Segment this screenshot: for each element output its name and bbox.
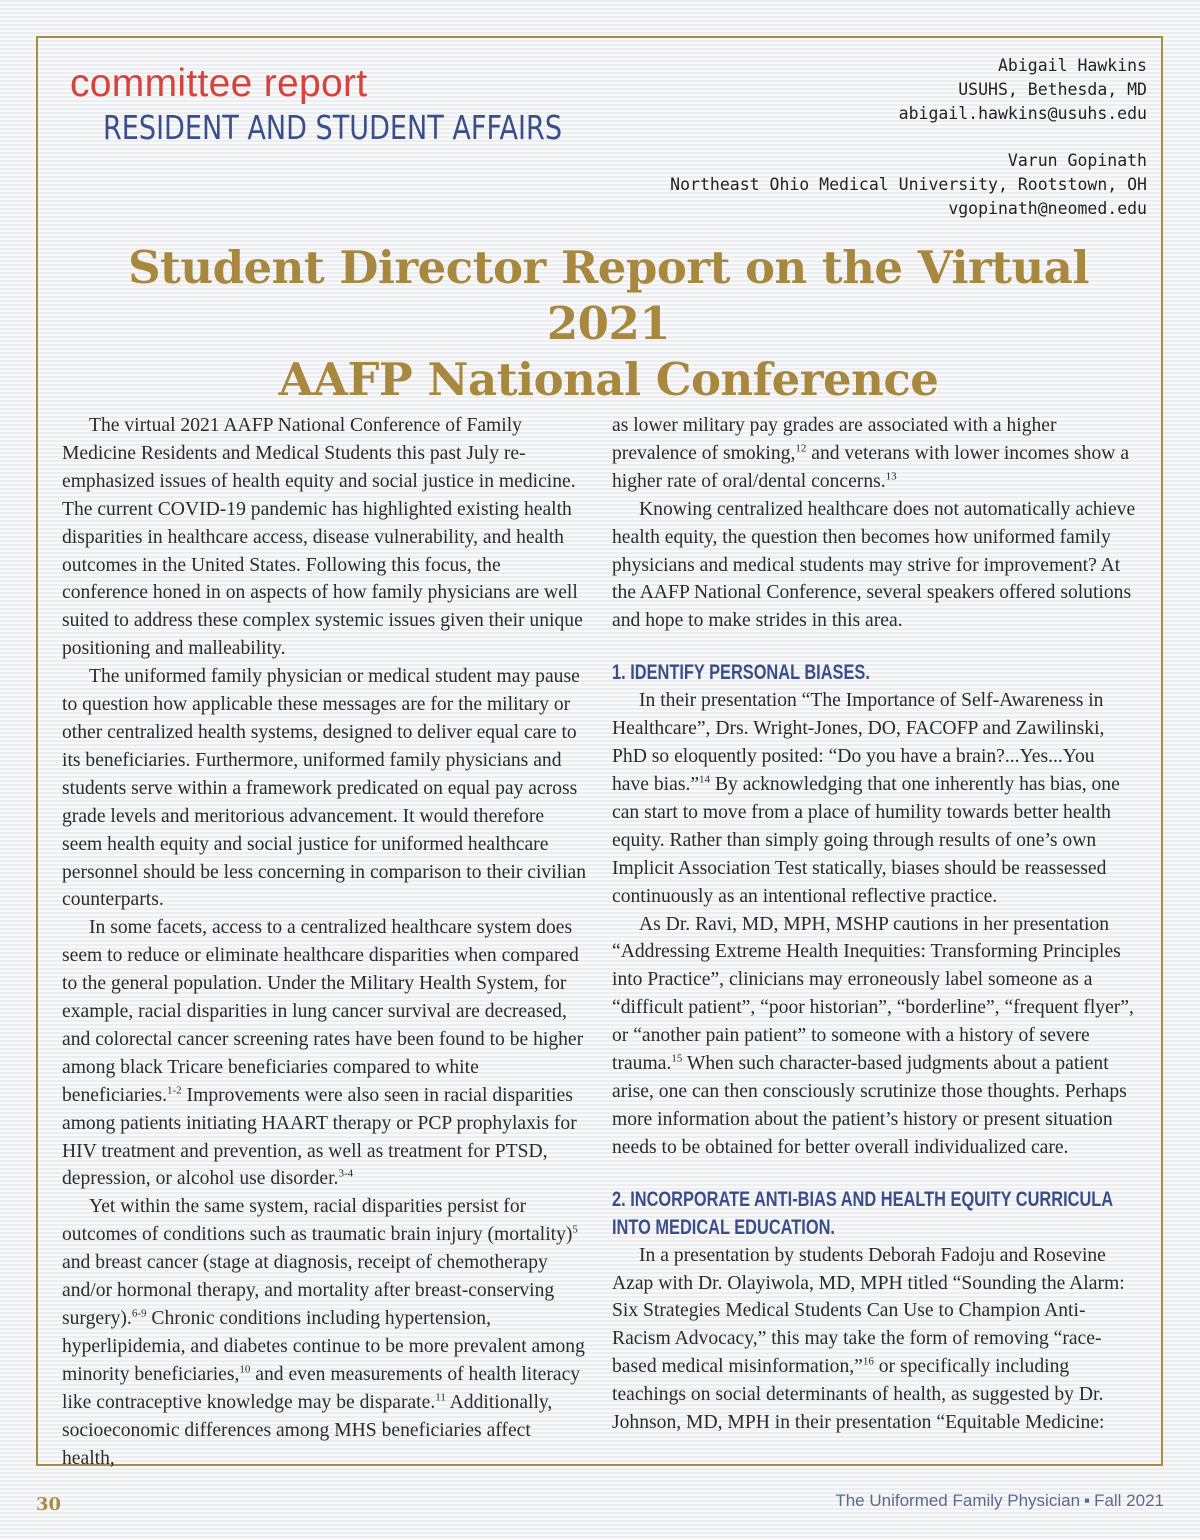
section-label: RESIDENT AND STUDENT AFFAIRS: [103, 108, 563, 147]
author-email[interactable]: vgopinath@neomed.edu: [948, 199, 1147, 218]
article-title-line: Student Director Report on the Virtual 2021: [128, 241, 1089, 350]
citation: 1-2: [166, 1084, 182, 1097]
body-paragraph: Yet within the same system, racial disparities persist for outcomes of conditions such as traumatic brain injury (mortality)$^5$ and breast cancer (stage at diagnosis, receipt of chemotherapy and/or hormonal therapy, and mortality after breast-conserving surgery).$^{6-9}$ Chronic conditions including hypertension, hyperlipidemia, and diabetes continue to be more prevalent among minority beneficiaries,$^{10}$ and even measurements of health literacy like contraceptive knowledge may be disparate.$^{11}$ Additionally, socioeconomic differences among MHS beneficiaries affect health,: [62, 1196, 585, 1469]
body-paragraph: The virtual 2021 AAFP National Conference of Family Medicine Residents and Medical Students this past July re-emphasized issues of health equity and social justice in medicine. The current COVID-19 pandemic has highlighted existing health disparities in healthcare access, disease vulnerability, and health outcomes in the United States. Following this focus, the conference honed in on aspects of how family physicians are well suited to address these complex systemic issues given their unique positioning and malleability.: [62, 415, 583, 660]
publication-name: The Uniformed Family Physician: [835, 1491, 1081, 1510]
author-affiliation: USUHS, Bethesda, MD: [958, 80, 1147, 99]
author-name: Abigail Hawkins: [997, 56, 1147, 75]
author-block: [670, 54, 1147, 126]
body-paragraph: as lower military pay grades are associated with a higher prevalence of smoking,$^{12}$ and veterans with lower incomes show a higher rate of oral/dental concerns.$^{13}$: [612, 415, 1130, 492]
body-paragraph: In their presentation “The Importance of Self-Awareness in Healthcare”, Drs. Wright-Jones, DO, FACOFP and Zawilinski, PhD so eloquently posited: “Do you have a brain?...Yes...You have bias.”$^{14}$ By acknowledging that one inherently has bias, one can start to move from a place of humility towards better health equity. Rather than simply going through results of one’s own Implicit Association Test statically, biases should be reassessed continuously as an intentional reflective practice.: [612, 690, 1120, 907]
section-heading: 2. INCORPORATE ANTI-BIAS AND HEALTH EQUITY CURRICULA INTO MEDICAL EDUCATION.: [612, 1187, 1113, 1239]
author-affiliation: Northeast Ohio Medical University, Rootstown, OH: [670, 175, 1147, 194]
citation: 5: [572, 1223, 578, 1236]
body-paragraph: The uniformed family physician or medical student may pause to question how applicable these messages are for the military or other centralized health systems, designed to deliver equal care to its beneficiaries. Furthermore, uniformed family physicians and students serve within a framework predicated on equal pay across grade levels and meritorious advancement. It would therefore seem health equity and social justice for uniformed healthcare personnel should be less concerning in comparison to their civilian counterparts.: [62, 666, 587, 911]
citation: 11: [435, 1391, 446, 1404]
author-list: [670, 54, 1147, 244]
citation: 12: [795, 442, 807, 455]
committee-report-label: committee report: [70, 62, 368, 105]
author-block: [670, 149, 1147, 221]
article-title: [60, 240, 1157, 408]
body-paragraph: In a presentation by students Deborah Fadoju and Rosevine Azap with Dr. Olayiwola, MD, MPH titled “Sounding the Alarm: Six Strategies Medical Students Can Use to Champion Anti-Racism Advocacy,” this may take the form of removing “race-based medical misinformation,”$^{16}$ or specifically including teachings on social determinants of health, as suggested by Dr. Johnson, MD, MPH in their presentation “Equitable Medicine:: [612, 1244, 1125, 1434]
citation: 13: [885, 470, 897, 483]
issue-label: Fall 2021: [1094, 1491, 1164, 1510]
right-column: [612, 412, 1136, 1437]
citation: 16: [862, 1355, 874, 1368]
citation: 6-9: [131, 1307, 147, 1320]
body-paragraph: Knowing centralized healthcare does not automatically achieve health equity, the question then becomes how uniformed family physicians and medical students may strive for improvement? At the AAFP National Conference, several speakers offered solutions and hope to make strides in this area.: [612, 498, 1136, 632]
citation: 15: [671, 1052, 683, 1065]
article-title-line: AAFP National Conference: [278, 353, 939, 406]
author-email[interactable]: abigail.hawkins@usuhs.edu: [898, 104, 1147, 123]
section-heading: 1. IDENTIFY PERSONAL BIASES.: [612, 661, 870, 685]
author-name: Varun Gopinath: [1007, 151, 1147, 170]
separator-icon: ▪: [1084, 1491, 1091, 1510]
body-paragraph: As Dr. Ravi, MD, MPH, MSHP cautions in her presentation “Addressing Extreme Health Inequities: Transforming Principles into Practice”, clinicians may erroneously label someone as a “difficult patient”, “poor historian”, “borderline”, “frequent flyer”, or “another pain patient” to someone with a history of severe trauma.$^{15}$ When such character-based judgments about a patient arise, one can then consciously scrutinize those thoughts. Perhaps more information about the patient’s history or present situation needs to be obtained for better overall individualized care.: [612, 913, 1134, 1158]
citation: 3-4: [338, 1167, 354, 1180]
citation: 14: [699, 773, 711, 786]
body-paragraph: In some facets, access to a centralized healthcare system does seem to reduce or eliminate healthcare disparities when compared to the general population. Under the Military Health System, for example, racial disparities in lung cancer survival are decreased, and colorectal cancer screening rates have been found to be higher among black Tricare beneficiaries compared to white beneficiaries.$^{1-2}$ Improvements were also seen in racial disparities among patients initiating HAART therapy or PCP prophylaxis for HIV treatment and prevention, as well as treatment for PTSD, depression, or alcohol use disorder.$^{3-4}$: [62, 917, 584, 1190]
citation: 10: [239, 1363, 251, 1376]
publication-footer: [835, 1491, 1164, 1511]
left-column: [62, 412, 588, 1472]
page-number: 30: [36, 1494, 62, 1515]
